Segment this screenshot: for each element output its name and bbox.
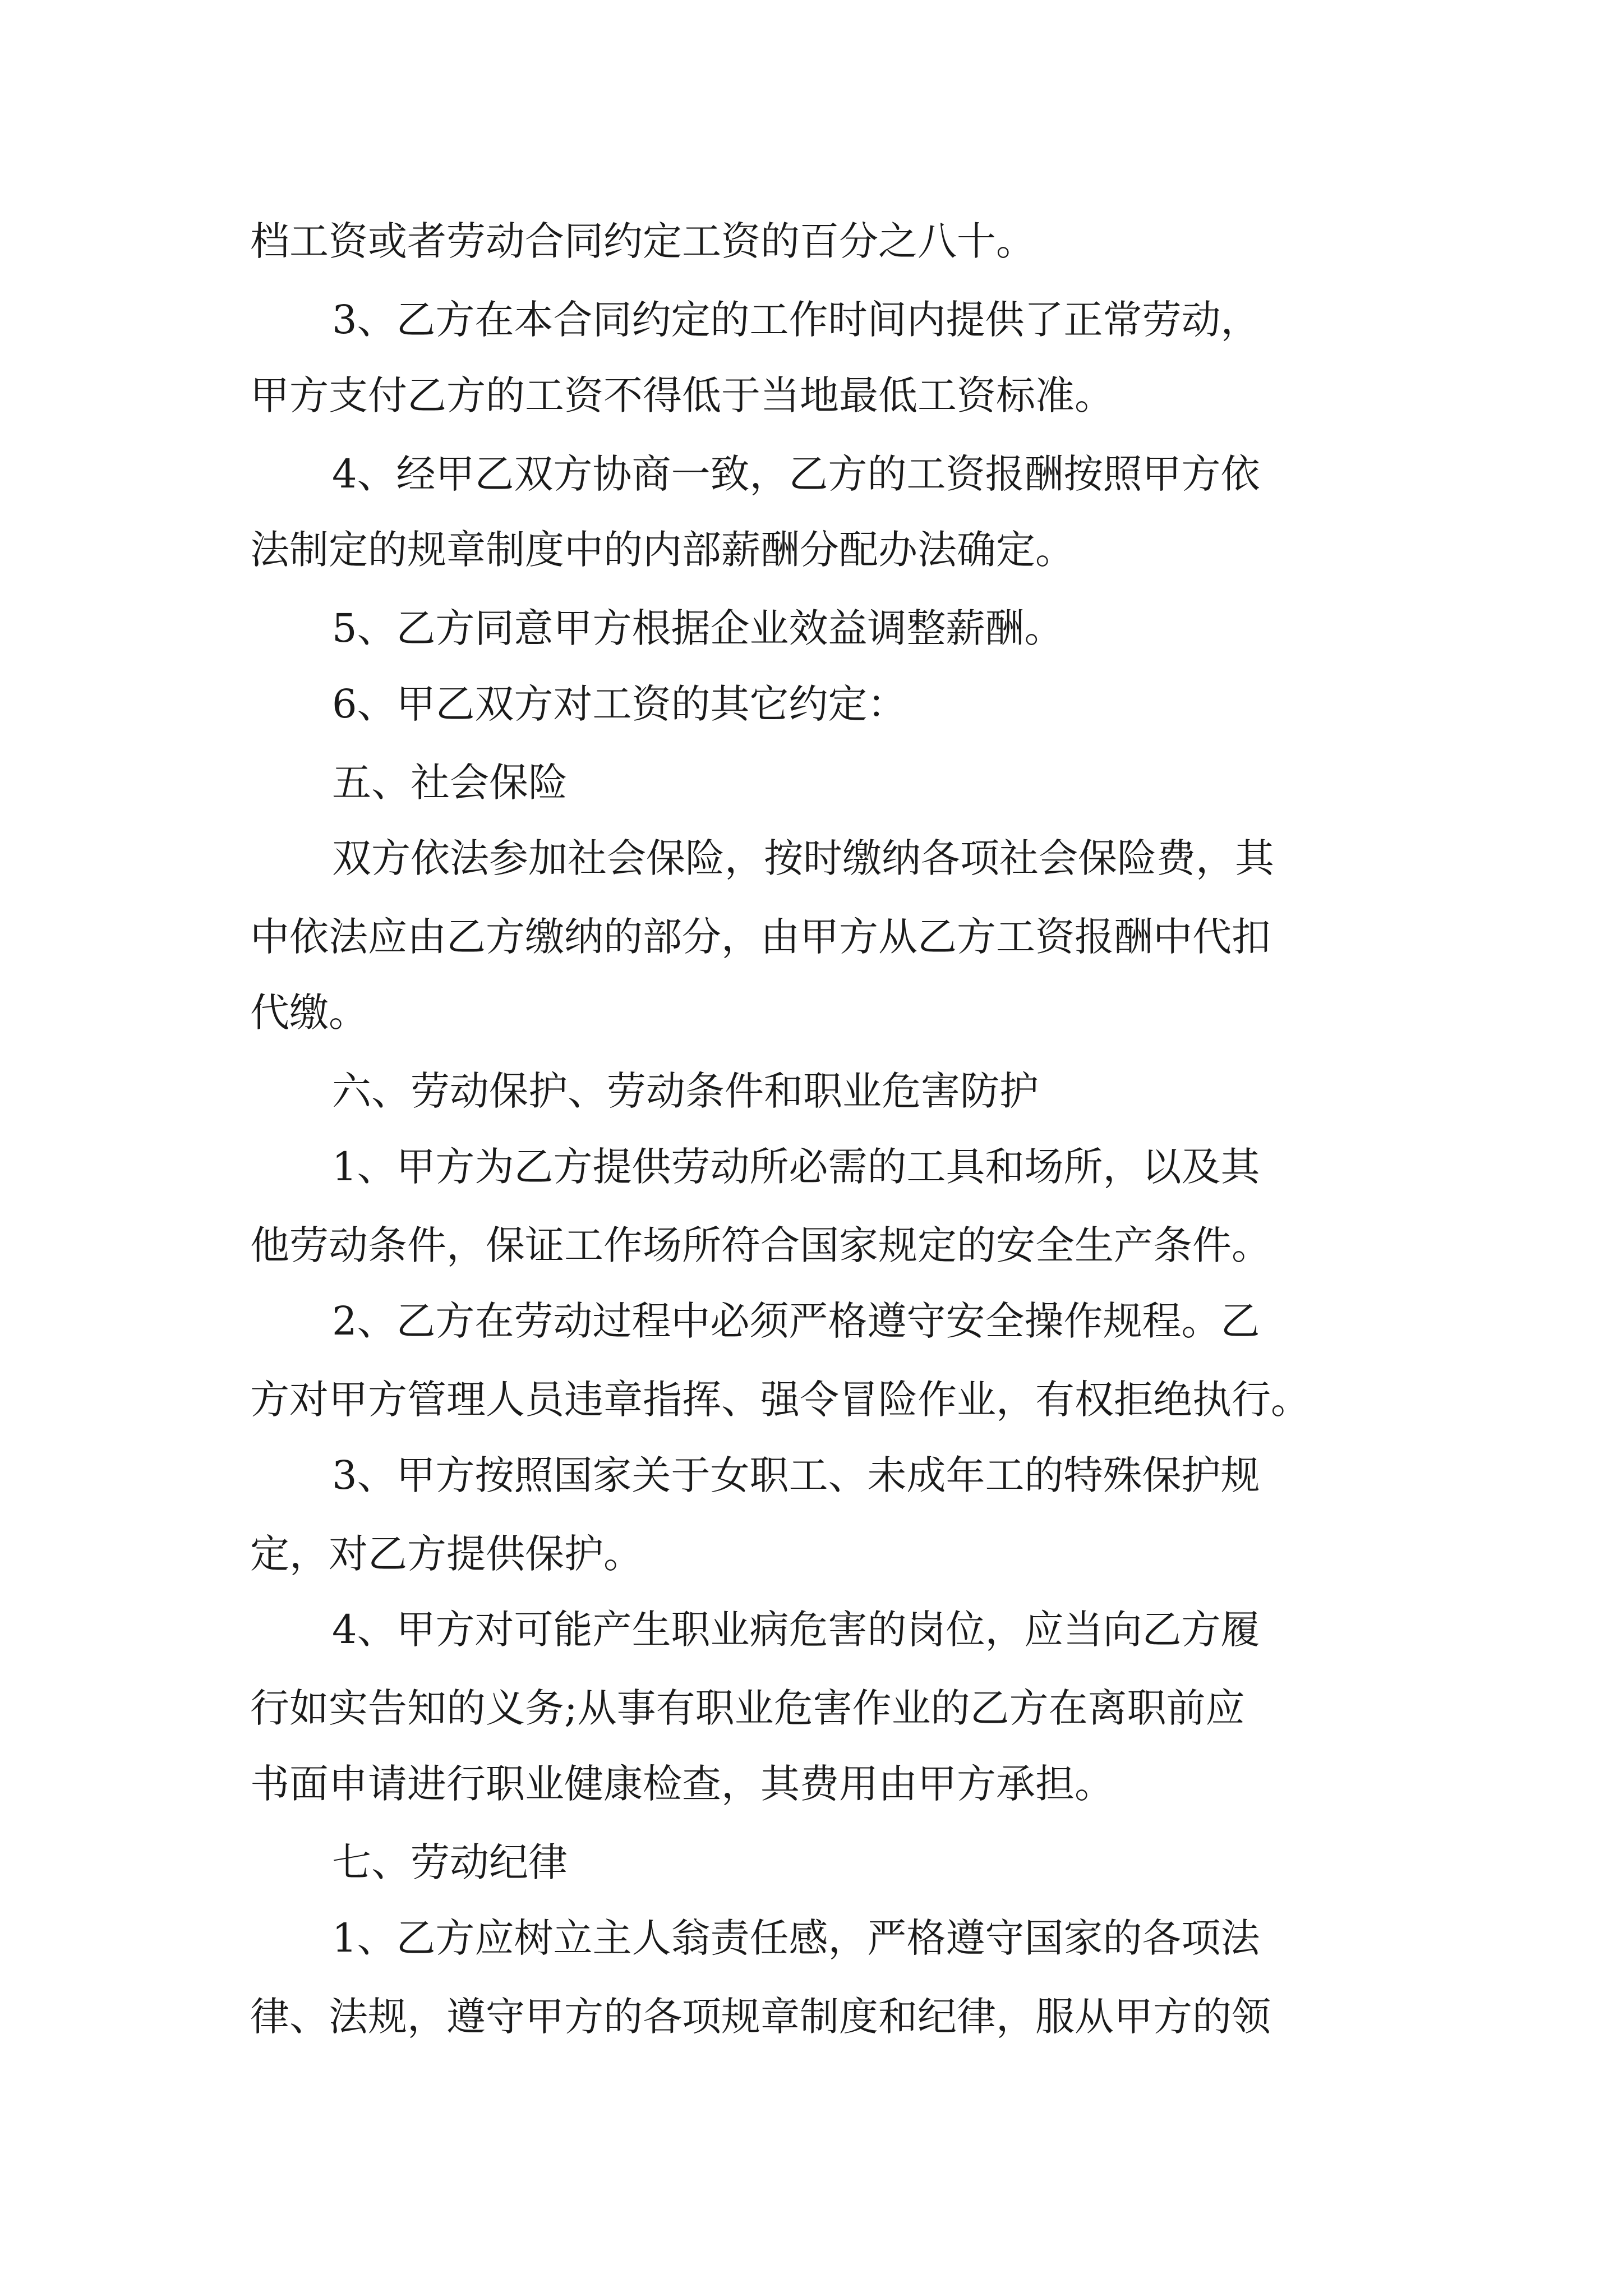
- text-line: 代缴。: [250, 990, 368, 1036]
- text-line: 法制定的规章制度中的内部薪酬分配办法确定。: [250, 527, 1075, 573]
- text-line: 书面申请进行职业健康检查，其费用由甲方承担。: [250, 1761, 1114, 1807]
- text-line: 律、法规，遵守甲方的各项规章制度和纪律，服从甲方的领: [250, 1994, 1271, 2040]
- text-line: 中依法应由乙方缴纳的部分，由甲方从乙方工资报酬中代扣: [250, 914, 1271, 960]
- text-line: 6、甲乙双方对工资的其它约定：: [332, 681, 907, 727]
- text-line: 1、乙方应树立主人翁责任感，严格遵守国家的各项法: [332, 1915, 1260, 1961]
- text-line: 他劳动条件，保证工作场所符合国家规定的安全生产条件。: [250, 1222, 1271, 1268]
- text-line: 4、经甲乙双方协商一致，乙方的工资报酬按照甲方依: [332, 451, 1260, 497]
- text-line: 3、乙方在本合同约定的工作时间内提供了正常劳动，: [332, 297, 1260, 343]
- text-line: 双方依法参加社会保险，按时缴纳各项社会保险费，其: [332, 835, 1274, 881]
- text-line: 1、甲方为乙方提供劳动所必需的工具和场所，以及其: [332, 1144, 1260, 1190]
- text-line: 方对甲方管理人员违章指挥、强令冒险作业，有权拒绝执行。: [250, 1377, 1310, 1423]
- text-line: 定，对乙方提供保护。: [250, 1531, 643, 1577]
- text-line: 3、甲方按照国家关于女职工、未成年工的特殊保护规: [332, 1452, 1260, 1498]
- text-line: 5、乙方同意甲方根据企业效益调整薪酬。: [332, 605, 1064, 651]
- text-line: 甲方支付乙方的工资不得低于当地最低工资标准。: [250, 372, 1114, 418]
- section-heading: 六、劳动保护、劳动条件和职业危害防护: [332, 1068, 1039, 1114]
- text-line: 行如实告知的义务;从事有职业危害作业的乙方在离职前应: [250, 1685, 1245, 1731]
- text-line: 4、甲方对可能产生职业病危害的岗位，应当向乙方履: [332, 1607, 1260, 1653]
- section-heading: 五、社会保险: [332, 760, 568, 806]
- section-heading: 七、劳动纪律: [332, 1839, 568, 1885]
- text-line: 2、乙方在劳动过程中必须严格遵守安全操作规程。乙: [332, 1298, 1260, 1344]
- text-line: 档工资或者劳动合同约定工资的百分之八十。: [250, 218, 1035, 264]
